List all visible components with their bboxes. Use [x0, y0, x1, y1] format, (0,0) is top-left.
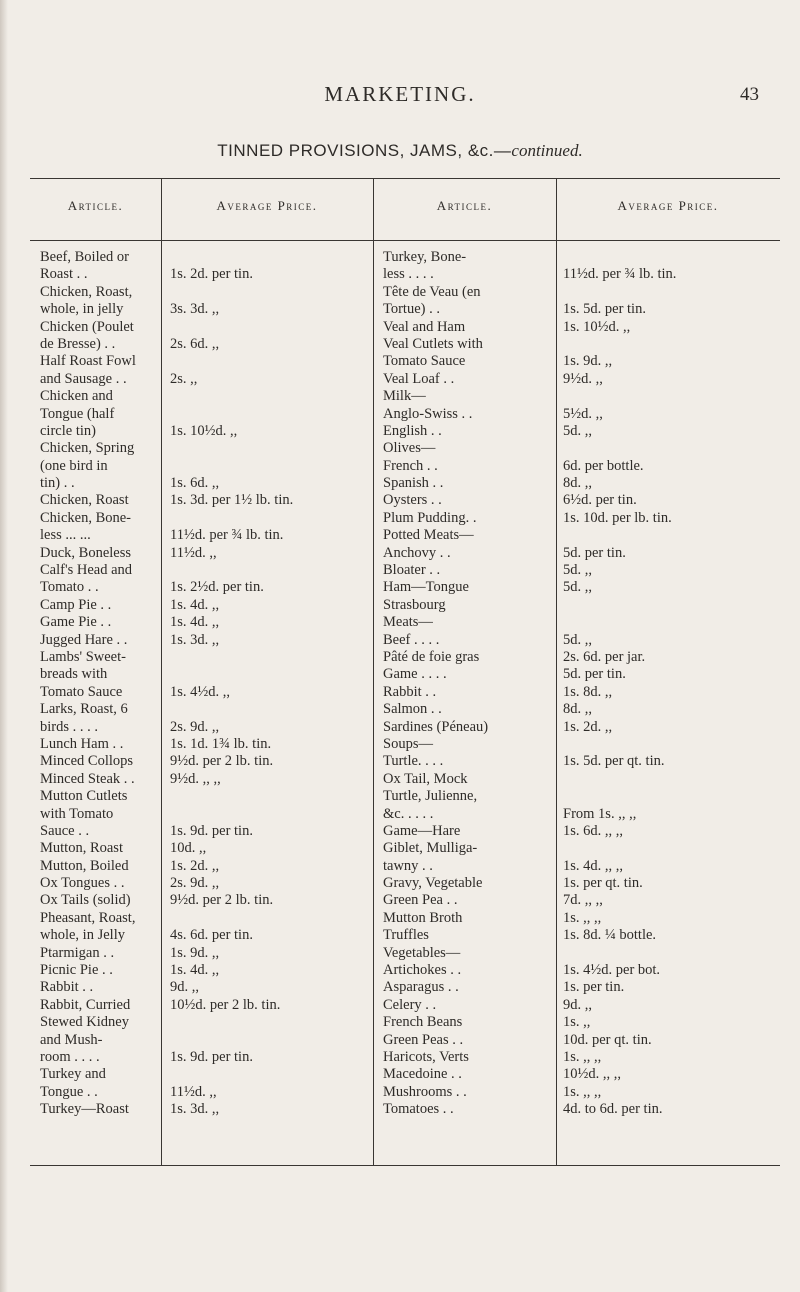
table-top-rule: [30, 178, 780, 179]
article-line: Mutton Broth: [383, 909, 463, 926]
price-line: 1s. ,, ,,: [563, 1048, 602, 1065]
article-line: Anglo-Swiss . .: [383, 405, 473, 422]
table-title-main: TINNED PROVISIONS, JAMS, &c.—: [217, 141, 512, 160]
price-line: 1s. ,, ,,: [563, 1083, 602, 1100]
price-line: [563, 840, 779, 857]
price-line: 1s. 9d. per tin.: [170, 822, 253, 839]
price-line: 2s. 9d. ,,: [170, 718, 220, 735]
article-line: Chicken, Spring: [40, 440, 135, 457]
price-line: 6d. per bottle.: [563, 457, 644, 474]
article-line: Turkey and: [40, 1066, 106, 1083]
price-line: 1s. ,,: [563, 1014, 591, 1031]
table-title-continued: continued.: [511, 141, 583, 160]
price-line: From 1s. ,, ,,: [563, 805, 637, 822]
article-line: birds . . . .: [40, 718, 98, 735]
article-line: Jugged Hare . .: [40, 631, 128, 648]
price-line: 10d. ,,: [170, 840, 207, 857]
price-line: 3s. 3d. ,,: [170, 301, 220, 318]
article-line: Chicken and: [40, 388, 113, 405]
article-line: Tongue (half: [40, 405, 115, 422]
price-line: [170, 806, 370, 823]
price-line: 9½d. per 2 lb. tin.: [170, 753, 274, 770]
article-line: Tortue) . .: [383, 301, 440, 318]
price-line: 5d. ,,: [563, 631, 592, 648]
article-line: room . . . .: [40, 1048, 100, 1065]
article-line: Potted Meats—: [383, 527, 474, 544]
article-line: Mushrooms . .: [383, 1083, 467, 1100]
price-line: [563, 945, 779, 962]
article-line: Tête de Veau (en: [383, 283, 481, 300]
price-line: 5d. per tin.: [563, 666, 626, 683]
article-line: Lambs' Sweet-: [40, 648, 126, 665]
price-line: 11½d. per ¾ lb. tin.: [563, 266, 677, 283]
price-line: 1s. 10½d. ,,: [563, 318, 631, 335]
article-line: Rabbit . .: [383, 683, 437, 700]
price-line: 1s. 8d. ¼ bottle.: [563, 927, 657, 944]
article-line: Chicken, Roast,: [40, 283, 133, 300]
article-line: Half Roast Fowl: [40, 353, 136, 370]
price-line: [563, 788, 779, 805]
price-line: [170, 388, 370, 405]
article-line: Green Peas . .: [383, 1031, 464, 1048]
article-line: Mutton, Boiled: [40, 857, 129, 874]
article-line: Stewed Kidney: [40, 1014, 129, 1031]
article-line: Truffles: [383, 927, 429, 944]
price-line: 1s. 8d. ,,: [563, 683, 613, 700]
article-line: Tomato Sauce: [383, 353, 466, 370]
right-price-column: [563, 249, 779, 1119]
article-line: Camp Pie . .: [40, 596, 112, 613]
article-line: Strasbourg: [383, 596, 446, 613]
price-line: [170, 440, 370, 457]
price-line: 1s. 4½d. per bot.: [563, 962, 661, 979]
price-line: 1s. 3d. ,,: [170, 1101, 220, 1118]
article-line: Artichokes . .: [383, 962, 462, 979]
price-line: 1s. 2d. ,,: [170, 857, 220, 874]
article-line: Asparagus . .: [383, 979, 459, 996]
article-line: Turtle. . . .: [383, 753, 444, 770]
article-line: Picnic Pie . .: [40, 962, 113, 979]
article-line: French . .: [383, 457, 438, 474]
price-line: 1s. 6d. ,,: [170, 475, 220, 492]
price-line: 1s. 6d. ,, ,,: [563, 822, 624, 839]
price-line: 5d. per tin.: [563, 544, 626, 561]
price-line: 5½d. ,,: [563, 405, 603, 422]
table-bottom-rule: [30, 1165, 780, 1166]
price-line: 1s. 9d. ,,: [170, 944, 220, 961]
page-gutter-shadow: [0, 0, 8, 1292]
article-line: (one bird in: [40, 457, 108, 474]
article-line: Celery . .: [383, 996, 437, 1013]
article-line: circle tin): [40, 422, 96, 439]
price-line: [563, 284, 779, 301]
price-line: 1s. 10d. per lb. tin.: [563, 509, 672, 526]
price-line: 1s. 4d. ,,: [170, 962, 220, 979]
article-line: Rabbit . .: [40, 979, 94, 996]
article-line: Game—Hare: [383, 822, 461, 839]
price-line: 8d. ,,: [563, 701, 592, 718]
article-line: Soups—: [383, 735, 433, 752]
article-line: Anchovy . .: [383, 544, 451, 561]
price-line: [170, 406, 370, 423]
price-line: 1s. 2d. ,,: [563, 718, 613, 735]
article-line: Mutton Cutlets: [40, 788, 128, 805]
article-line: Bloater . .: [383, 562, 441, 579]
article-line: Minced Steak . .: [40, 770, 135, 787]
article-line: Larks, Roast, 6: [40, 701, 128, 718]
article-line: Plum Pudding. .: [383, 509, 477, 526]
article-line: less . . . .: [383, 266, 434, 283]
price-line: 2s. ,,: [170, 370, 198, 387]
price-line: 7d. ,, ,,: [563, 892, 603, 909]
article-line: Tomato Sauce: [40, 683, 123, 700]
table-title: [0, 141, 800, 161]
price-line: 1s. 5d. per tin.: [563, 301, 646, 318]
price-line: [170, 319, 370, 336]
article-line: tin) . .: [40, 475, 75, 492]
article-line: Chicken (Poulet: [40, 318, 134, 335]
article-line: English . .: [383, 422, 442, 439]
price-line: [170, 1032, 370, 1049]
price-line: 1s. 4d. ,, ,,: [563, 857, 624, 874]
article-line: with Tomato: [40, 805, 114, 822]
article-line: Beef, Boiled or: [40, 249, 129, 265]
article-line: Pâté de foie gras: [383, 648, 480, 665]
price-line: 4s. 6d. per tin.: [170, 927, 253, 944]
article-line: Giblet, Mulliga-: [383, 840, 478, 857]
price-line: 1s. 3d. per 1½ lb. tin.: [170, 492, 294, 509]
price-line: 10½d. per 2 lb. tin.: [170, 996, 281, 1013]
article-line: whole, in Jelly: [40, 927, 125, 944]
header-article-left: Article.: [67, 198, 124, 213]
column-divider-2: [373, 178, 374, 1165]
right-article-column: [383, 249, 555, 1119]
price-line: 11½d. ,,: [170, 544, 217, 561]
article-line: Beef . . . .: [383, 631, 440, 648]
price-line: 10d. per qt. tin.: [563, 1031, 652, 1048]
price-line: 1s. per qt. tin.: [563, 875, 643, 892]
price-line: 1s. 4d. ,,: [170, 596, 220, 613]
price-line: [170, 788, 370, 805]
article-line: Roast . .: [40, 266, 88, 283]
article-line: Salmon . .: [383, 701, 442, 718]
price-line: [170, 458, 370, 475]
left-price-column: [170, 249, 370, 1119]
article-line: Ham—Tongue: [383, 579, 469, 596]
price-line: 4d. to 6d. per tin.: [563, 1101, 663, 1118]
price-line: 1s. 9d. ,,: [563, 353, 613, 370]
article-line: Meats—: [383, 614, 433, 631]
article-line: Turkey—Roast: [40, 1101, 129, 1118]
article-line: de Bresse) . .: [40, 335, 116, 352]
price-line: 1s. 5d. per qt. tin.: [563, 753, 665, 770]
price-line: [170, 701, 370, 718]
article-line: Lunch Ham . .: [40, 735, 124, 752]
price-line: 8d. ,,: [563, 475, 592, 492]
article-line: Calf's Head and: [40, 562, 132, 579]
left-article-column: [40, 249, 160, 1119]
article-line: Tomato . .: [40, 579, 99, 596]
price-line: [563, 771, 779, 788]
column-divider-1: [161, 178, 162, 1165]
article-line: Rabbit, Curried: [40, 996, 131, 1013]
article-line: Ox Tail, Mock: [383, 770, 468, 787]
price-line: 1s. 1d. 1¾ lb. tin.: [170, 735, 272, 752]
price-line: [563, 597, 779, 614]
price-line: [170, 284, 370, 301]
article-line: Mutton, Roast: [40, 840, 123, 857]
article-line: Turtle, Julienne,: [383, 788, 478, 805]
price-line: 6½d. per tin.: [563, 492, 637, 509]
header-article-right: Article.: [436, 198, 493, 213]
price-line: 1s. ,, ,,: [563, 909, 602, 926]
article-line: whole, in jelly: [40, 301, 124, 318]
article-line: less ... ...: [40, 527, 91, 544]
price-line: 1s. 3d. ,,: [170, 631, 220, 648]
price-line: [170, 666, 370, 683]
price-line: 9½d. ,, ,,: [170, 770, 221, 787]
article-line: Veal Loaf . .: [383, 370, 455, 387]
article-line: Olives—: [383, 440, 436, 457]
price-line: [170, 910, 370, 927]
article-line: Sauce . .: [40, 822, 90, 839]
article-line: and Sausage . .: [40, 370, 127, 387]
article-line: Chicken, Roast: [40, 492, 129, 509]
price-line: 9d. ,,: [170, 979, 199, 996]
article-line: Turkey, Bone-: [383, 249, 467, 265]
price-line: [563, 336, 779, 353]
article-line: Gravy, Vegetable: [383, 875, 483, 892]
price-line: 9½d. per 2 lb. tin.: [170, 892, 274, 909]
article-line: Veal Cutlets with: [383, 335, 483, 352]
price-line: 9d. ,,: [563, 996, 592, 1013]
price-line: [563, 249, 779, 266]
price-line: [170, 1066, 370, 1083]
price-line: [170, 510, 370, 527]
article-line: Sardines (Péneau): [383, 718, 489, 735]
price-line: 1s. per tin.: [563, 979, 625, 996]
price-line: 1s. 2½d. per tin.: [170, 579, 264, 596]
price-line: [563, 736, 779, 753]
article-line: Vegetables—: [383, 944, 461, 961]
article-line: breads with: [40, 666, 108, 683]
article-line: Game . . . .: [383, 666, 447, 683]
page-number: 43: [740, 84, 759, 105]
price-line: 2s. 9d. ,,: [170, 875, 220, 892]
article-line: Ox Tongues . .: [40, 875, 125, 892]
price-line: 10½d. ,, ,,: [563, 1066, 621, 1083]
price-line: [563, 527, 779, 544]
price-line: [563, 440, 779, 457]
article-line: Haricots, Verts: [383, 1048, 469, 1065]
header-price-right: Average Price.: [617, 198, 719, 213]
price-line: 5d. ,,: [563, 579, 592, 596]
price-line: 2s. 6d. per jar.: [563, 648, 646, 665]
price-line: 11½d. per ¾ lb. tin.: [170, 527, 284, 544]
price-line: 1s. 4d. ,,: [170, 614, 220, 631]
price-line: [170, 353, 370, 370]
article-line: and Mush-: [40, 1031, 103, 1048]
table-header-rule: [30, 240, 780, 241]
price-line: [170, 1014, 370, 1031]
price-line: 9½d. ,,: [563, 370, 603, 387]
header-price-left: Average Price.: [216, 198, 318, 213]
article-line: Minced Collops: [40, 753, 134, 770]
article-line: Oysters . .: [383, 492, 442, 509]
price-line: [170, 562, 370, 579]
article-line: Macedoine . .: [383, 1066, 462, 1083]
price-line: 1s. 9d. per tin.: [170, 1048, 253, 1065]
price-line: 1s. 2d. per tin.: [170, 266, 253, 283]
price-line: 5d. ,,: [563, 562, 592, 579]
running-head: MARKETING.: [324, 82, 476, 106]
price-line: [170, 249, 370, 266]
price-line: 5d. ,,: [563, 422, 592, 439]
article-line: Game Pie . .: [40, 614, 112, 631]
article-line: Milk—: [383, 388, 426, 405]
article-line: Ox Tails (solid): [40, 892, 131, 909]
price-line: 2s. 6d. ,,: [170, 335, 220, 352]
price-line: 1s. 10½d. ,,: [170, 422, 238, 439]
price-line: 1s. 4½d. ,,: [170, 683, 231, 700]
article-line: Veal and Ham: [383, 318, 466, 335]
article-line: &c. . . . .: [383, 805, 434, 822]
article-line: Green Pea . .: [383, 892, 458, 909]
price-line: 11½d. ,,: [170, 1083, 217, 1100]
column-divider-3: [556, 178, 557, 1165]
article-line: Ptarmigan . .: [40, 944, 115, 961]
article-line: Pheasant, Roast,: [40, 909, 136, 926]
price-line: [563, 614, 779, 631]
article-line: Duck, Boneless: [40, 544, 132, 561]
article-line: Chicken, Bone-: [40, 509, 132, 526]
article-line: Tomatoes . .: [383, 1101, 454, 1118]
price-line: [563, 388, 779, 405]
article-line: Spanish . .: [383, 475, 444, 492]
article-line: tawny . .: [383, 857, 433, 874]
article-line: French Beans: [383, 1014, 463, 1031]
price-line: [170, 649, 370, 666]
article-line: Tongue . .: [40, 1083, 98, 1100]
